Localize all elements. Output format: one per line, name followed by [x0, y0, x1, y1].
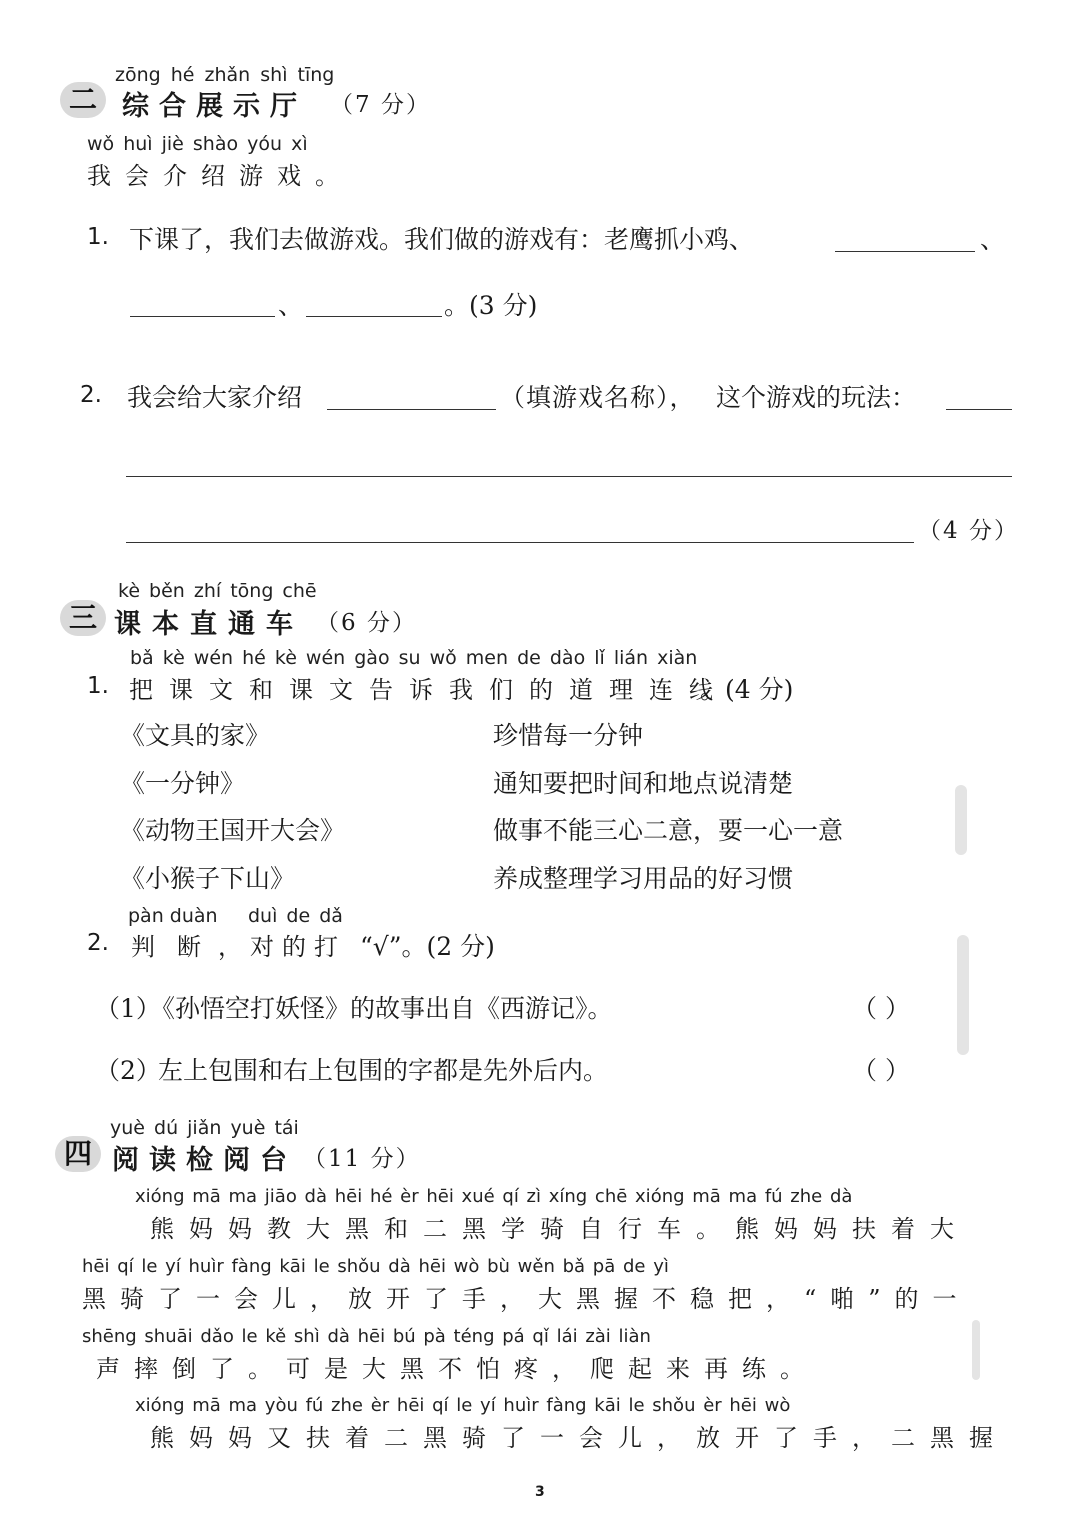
section2-title-pinyin: zōng hé zhǎn shì tīng [115, 64, 335, 86]
answer-blank-3[interactable] [306, 316, 442, 317]
match-left-2[interactable]: 《一分钟》 [120, 769, 246, 798]
section2-intro-pinyin: wǒ huì jiè shào yóu xì [87, 133, 308, 155]
judge-item-1-text: 《孙悟空打妖怪》的故事出自《西游记》。 [150, 994, 613, 1023]
passage-line-2-pinyin: hēi qí le yí huìr fàng kāi le shǒu dà hēi wò bù wěn bǎ pā de yì [82, 1256, 669, 1277]
match-right-3[interactable]: 做事不能三心二意，要一心一意 [493, 816, 844, 845]
section3-q1-number: 1. [87, 673, 109, 699]
answer-blank-rules-1[interactable] [946, 409, 1012, 410]
section3-q2-pinyin-b: duì de dǎ [248, 905, 343, 927]
passage-line-1-pinyin: xióng mā ma jiāo dà hēi hé èr hēi xué qí zì xíng chē xióng mā ma fú zhe dà [135, 1186, 853, 1207]
judge-item-1-label: （1） [95, 994, 161, 1023]
judge-item-1-answer-box[interactable]: （ ） [852, 994, 910, 1023]
section4-title: 阅读检阅台 [112, 1145, 297, 1176]
scan-artifact [955, 785, 967, 855]
passage-line-4-pinyin: xióng mā ma yòu fú zhe èr hēi qí le yí huìr fàng kāi le shǒu èr hēi wò [135, 1395, 791, 1416]
scan-artifact [972, 1320, 980, 1380]
passage-line-3-pinyin: shēng shuāi dǎo le kě shì dà hēi bú pà téng pá qǐ lái zài liàn [82, 1326, 651, 1347]
section3-score: （6 分） [316, 610, 417, 636]
match-right-4[interactable]: 养成整理学习用品的好习惯 [493, 864, 794, 893]
section3-title-pinyin: kè běn zhí tōng chē [118, 580, 317, 602]
passage-line-1-text: 熊妈妈教大黑和二黑学骑自行车。熊妈妈扶着大 [150, 1215, 969, 1243]
section3-q2-text-b: ，对的打 [218, 933, 346, 961]
passage-line-4-text: 熊妈妈又扶着二黑骑了一会儿，放开了手，二黑握 [150, 1424, 1008, 1452]
section3-title: 课本直通车 [114, 609, 304, 640]
section2-q1-end: 。(3 分) [444, 291, 538, 320]
section2-q2-number: 2. [80, 382, 102, 408]
match-left-3[interactable]: 《动物王国开大会》 [120, 816, 346, 845]
section3-q2-pinyin-a: pàn duàn [128, 905, 218, 927]
passage-line-2-text: 黑骑了一会儿，放开了手，大黑握不稳把，“啪”的一 [82, 1285, 971, 1313]
scan-artifact [957, 935, 969, 1055]
section2-q1-sep1: 、 [980, 225, 1006, 254]
section2-score: （7 分） [330, 92, 431, 118]
answer-blank-2[interactable] [130, 316, 275, 317]
match-left-1[interactable]: 《文具的家》 [120, 721, 271, 750]
section3-q1-end: 。(4 分) [700, 675, 794, 704]
section2-q2-text: 我会给大家介绍 [127, 383, 303, 412]
section2-q1-text: 下课了，我们去做游戏。我们做的游戏有：老鹰抓小鸡、 [129, 225, 755, 254]
section4-badge: 四 [55, 1136, 101, 1172]
section3-q1-pinyin: bǎ kè wén hé kè wén gào su wǒ men de dào lǐ lián xiàn [130, 647, 698, 669]
judge-item-2-answer-box[interactable]: （ ） [852, 1056, 910, 1085]
section2-title: 综合展示厅 [122, 91, 307, 122]
section2-q1-number: 1. [87, 224, 109, 250]
section2-q2-hint: （填游戏名称）， [500, 383, 696, 412]
judge-item-2-label: （2） [95, 1056, 161, 1085]
passage-line-3-text: 声摔倒了。可是大黑不怕疼，爬起来再练。 [96, 1355, 818, 1383]
section3-q2-text-c: “√”。(2 分) [360, 932, 495, 961]
section2-intro: 我会介绍游戏。 [87, 162, 353, 190]
section2-q2-score: （4 分） [918, 518, 1019, 544]
section2-q1-sep2: 、 [278, 291, 304, 320]
section3-badge: 三 [60, 600, 106, 636]
answer-blank-game-name[interactable] [327, 409, 496, 410]
section3-q1-text: 把课文和课文告诉我们的道理连线 [129, 676, 729, 704]
answer-blank-rules-3[interactable] [126, 542, 914, 543]
section2-badge: 二 [60, 82, 106, 118]
match-left-4[interactable]: 《小猴子下山》 [120, 864, 296, 893]
section4-title-pinyin: yuè dú jiǎn yuè tái [110, 1117, 299, 1139]
section4-score: （11 分） [303, 1146, 421, 1172]
match-right-1[interactable]: 珍惜每一分钟 [493, 721, 644, 750]
judge-item-2-text: 左上包围和右上包围的字都是先外后内。 [158, 1056, 609, 1085]
match-right-2[interactable]: 通知要把时间和地点说清楚 [493, 769, 794, 798]
page-number: 3 [535, 1484, 545, 1500]
answer-blank-rules-2[interactable] [126, 476, 1012, 477]
answer-blank-1[interactable] [835, 251, 975, 252]
section3-q2-text-a: 判断 [131, 933, 223, 961]
section2-q2-text2: 这个游戏的玩法： [716, 383, 917, 412]
section3-q2-number: 2. [87, 930, 109, 956]
